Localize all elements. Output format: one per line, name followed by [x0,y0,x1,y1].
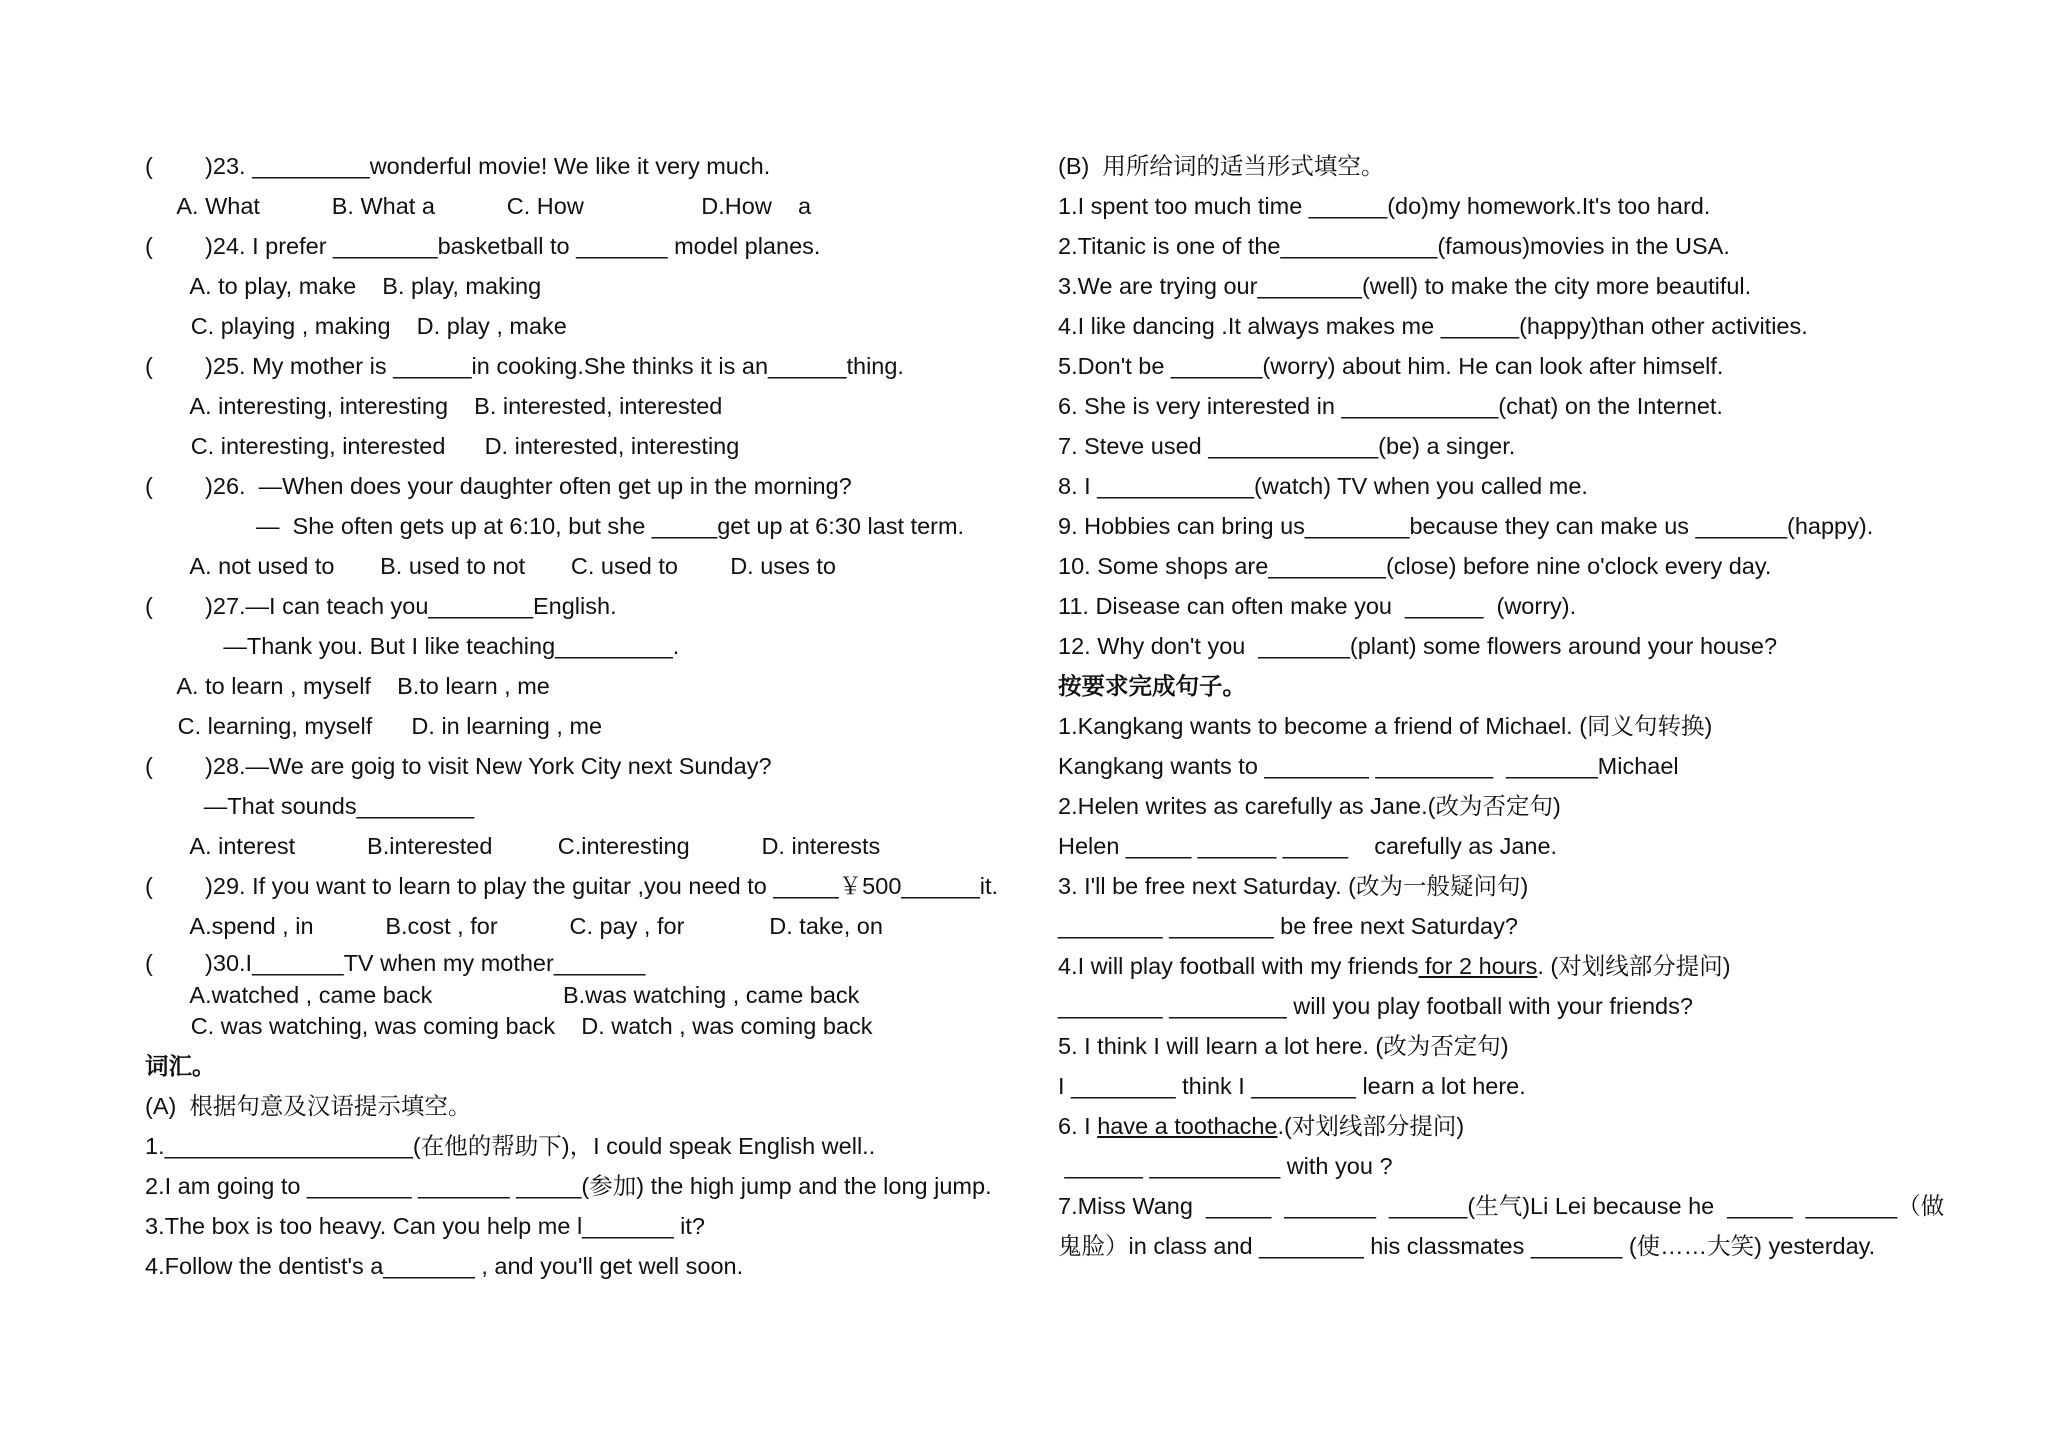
section-a-item-1: 1.___________________(在他的帮助下)，I could speak English well.. [145,1133,876,1159]
sentences-heading: 按要求完成句子。 [1058,673,1246,699]
question-30: ( )30.I_______TV when my mother_______ [145,950,646,976]
question-25-options-cd: C. interesting, interested D. interested, interesting [145,433,740,459]
sentence-1-prompt: 1.Kangkang wants to become a friend of Michael. (同义句转换) [1058,713,1713,739]
question-28: ( )28.—We are goig to visit New York City next Sunday? [145,753,772,779]
section-b-item-5: 5.Don't be _______(worry) about him. He can look after himself. [1058,353,1724,379]
sentence-6-prompt-post: .(对划线部分提问) [1277,1113,1465,1139]
section-a-instruction: (A) 根据句意及汉语提示填空。 [145,1093,472,1119]
sentence-2-prompt: 2.Helen writes as carefully as Jane.(改为否定句) [1058,793,1561,819]
question-25-options-ab: A. interesting, interesting B. interested, interested [145,393,723,419]
sentence-1-answer: Kangkang wants to ________ _________ _______Michael [1058,753,1679,779]
question-28-options: A. interest B.interested C.interesting D. interests [145,833,881,859]
section-b-item-8: 8. I ____________(watch) TV when you called me. [1058,473,1588,499]
question-30-options-cd: C. was watching, was coming back D. watch , was coming back [145,1013,873,1039]
section-b-item-7: 7. Steve used _____________(be) a singer. [1058,433,1516,459]
sentence-6-prompt [1058,1111,1464,1141]
question-30-options-ab: A.watched , came back B.was watching , came back [145,982,860,1008]
section-b-item-9: 9. Hobbies can bring us________because they can make us _______(happy). [1058,513,1874,539]
sentence-2-answer: Helen _____ ______ _____ carefully as Jane. [1058,833,1558,859]
sentence-4-prompt [1058,951,1731,981]
question-29: ( )29. If you want to learn to play the guitar ,you need to _____￥500______it. [145,873,999,899]
question-26-options: A. not used to B. used to not C. used to D. uses to [145,553,836,579]
sentence-4-prompt-post: . (对划线部分提问) [1537,953,1731,979]
question-28-reply: —That sounds_________ [145,793,475,819]
question-23: ( )23. _________wonderful movie! We like it very much. [145,153,771,179]
sentence-4-underlined: for 2 hours [1418,953,1538,979]
sentence-6-prompt-pre: 6. I [1058,1113,1098,1139]
section-a-item-2: 2.I am going to ________ _______ _____(参加) the high jump and the long jump. [145,1173,992,1199]
sentence-3-answer: ________ ________ be free next Saturday? [1058,913,1518,939]
question-29-options: A.spend , in B.cost , for C. pay , for D. take, on [145,913,883,939]
sentence-6-answer: ______ __________ with you ? [1058,1153,1393,1179]
question-27-reply: —Thank you. But I like teaching_________. [145,633,680,659]
sentence-3-prompt: 3. I'll be free next Saturday. (改为一般疑问句) [1058,873,1529,899]
section-b-item-4: 4.I like dancing .It always makes me ______(happy)than other activities. [1058,313,1808,339]
section-b-item-11: 11. Disease can often make you ______ (worry). [1058,593,1577,619]
question-24-options-ab: A. to play, make B. play, making [145,273,542,299]
sentence-5-answer: I ________ think I ________ learn a lot here. [1058,1073,1526,1099]
question-25: ( )25. My mother is ______in cooking.She thinks it is an______thing. [145,353,904,379]
section-b-item-3: 3.We are trying our________(well) to make the city more beautiful. [1058,273,1752,299]
question-27: ( )27.—I can teach you________English. [145,593,617,619]
vocabulary-heading: 词汇。 [145,1053,216,1079]
sentence-4-prompt-pre: 4.I will play football with my friends [1058,953,1419,979]
section-b-item-2: 2.Titanic is one of the____________(famous)movies in the USA. [1058,233,1730,259]
question-24-options-cd: C. playing , making D. play , make [145,313,567,339]
sentence-4-answer: ________ _________ will you play football with your friends? [1058,993,1693,1019]
section-b-item-6: 6. She is very interested in ____________(chat) on the Internet. [1058,393,1723,419]
question-26: ( )26. —When does your daughter often get up in the morning? [145,473,852,499]
section-b-item-1: 1.I spent too much time ______(do)my homework.It's too hard. [1058,193,1711,219]
section-b-item-12: 12. Why don't you _______(plant) some flowers around your house? [1058,633,1778,659]
question-27-options-cd: C. learning, myself D. in learning , me [145,713,603,739]
section-b-item-10: 10. Some shops are_________(close) before nine o'clock every day. [1058,553,1772,579]
sentence-6-underlined: have a toothache [1097,1113,1278,1139]
section-b-instruction: (B) 用所给词的适当形式填空。 [1058,153,1385,179]
section-a-item-4: 4.Follow the dentist's a_______ , and you'll get well soon. [145,1253,744,1279]
question-24: ( )24. I prefer ________basketball to _______ model planes. [145,233,821,259]
sentence-7-line-2: 鬼脸）in class and ________ his classmates _______ (使……大笑) yesterday. [1058,1233,1876,1259]
question-26-reply: — She often gets up at 6:10, but she _____get up at 6:30 last term. [145,513,965,539]
sentence-7-line-1: 7.Miss Wang _____ _______ ______(生气)Li Lei because he _____ _______（做 [1058,1193,1945,1219]
section-a-item-3: 3.The box is too heavy. Can you help me l_______ it? [145,1213,706,1239]
sentence-5-prompt: 5. I think I will learn a lot here. (改为否定句) [1058,1033,1509,1059]
question-27-options-ab: A. to learn , myself B.to learn , me [145,673,550,699]
question-23-options: A. What B. What a C. How D.How a [145,193,812,219]
